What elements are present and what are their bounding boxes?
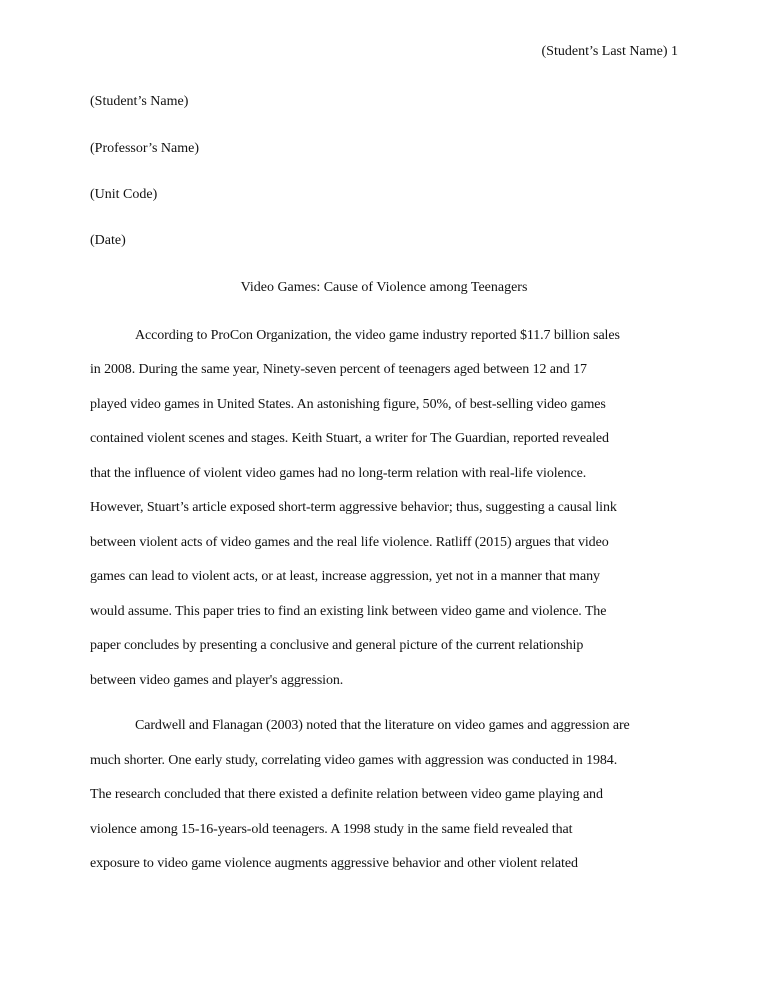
student-name: (Student’s Name) xyxy=(90,94,189,109)
paragraph-line: contained violent scenes and stages. Keith Stuart, a writer for The Guardian, reported revealed xyxy=(90,431,609,446)
paragraph-line: would assume. This paper tries to find an existing link between video game and violence. The xyxy=(90,604,607,619)
paragraph-line: However, Stuart’s article exposed short-term aggressive behavior; thus, suggesting a causal link xyxy=(90,500,617,515)
paragraph-line: According to ProCon Organization, the video game industry reported $11.7 billion sales xyxy=(135,328,620,343)
paragraph-line: games can lead to violent acts, or at least, increase aggression, yet not in a manner that many xyxy=(90,569,600,584)
essay-title: Video Games: Cause of Violence among Teenagers xyxy=(240,280,528,295)
paragraph-line: between video games and player's aggression. xyxy=(90,673,344,688)
paragraph-line: between violent acts of video games and the real life violence. Ratliff (2015) argues that video xyxy=(90,535,609,550)
running-header: (Student’s Last Name) 1 xyxy=(541,44,678,59)
paragraph-line: The research concluded that there existed a definite relation between video game playing and xyxy=(90,787,603,802)
paragraph-line: violence among 15-16-years-old teenagers. A 1998 study in the same field revealed that xyxy=(90,822,573,837)
paragraph-line: exposure to video game violence augments aggressive behavior and other violent related xyxy=(90,856,578,871)
paragraph-line: paper concludes by presenting a conclusive and general picture of the current relationship xyxy=(90,638,584,653)
paragraph-line: that the influence of violent video games had no long-term relation with real-life violence. xyxy=(90,466,587,481)
paragraph-line: played video games in United States. An astonishing figure, 50%, of best-selling video games xyxy=(90,397,606,412)
unit-code: (Unit Code) xyxy=(90,187,158,202)
paragraph-line: much shorter. One early study, correlating video games with aggression was conducted in 1984. xyxy=(90,753,618,768)
date: (Date) xyxy=(90,233,126,248)
professor-name: (Professor’s Name) xyxy=(90,141,199,156)
paragraph-line: in 2008. During the same year, Ninety-seven percent of teenagers aged between 12 and 17 xyxy=(90,362,587,377)
paragraph-line: Cardwell and Flanagan (2003) noted that the literature on video games and aggression are xyxy=(135,718,630,733)
